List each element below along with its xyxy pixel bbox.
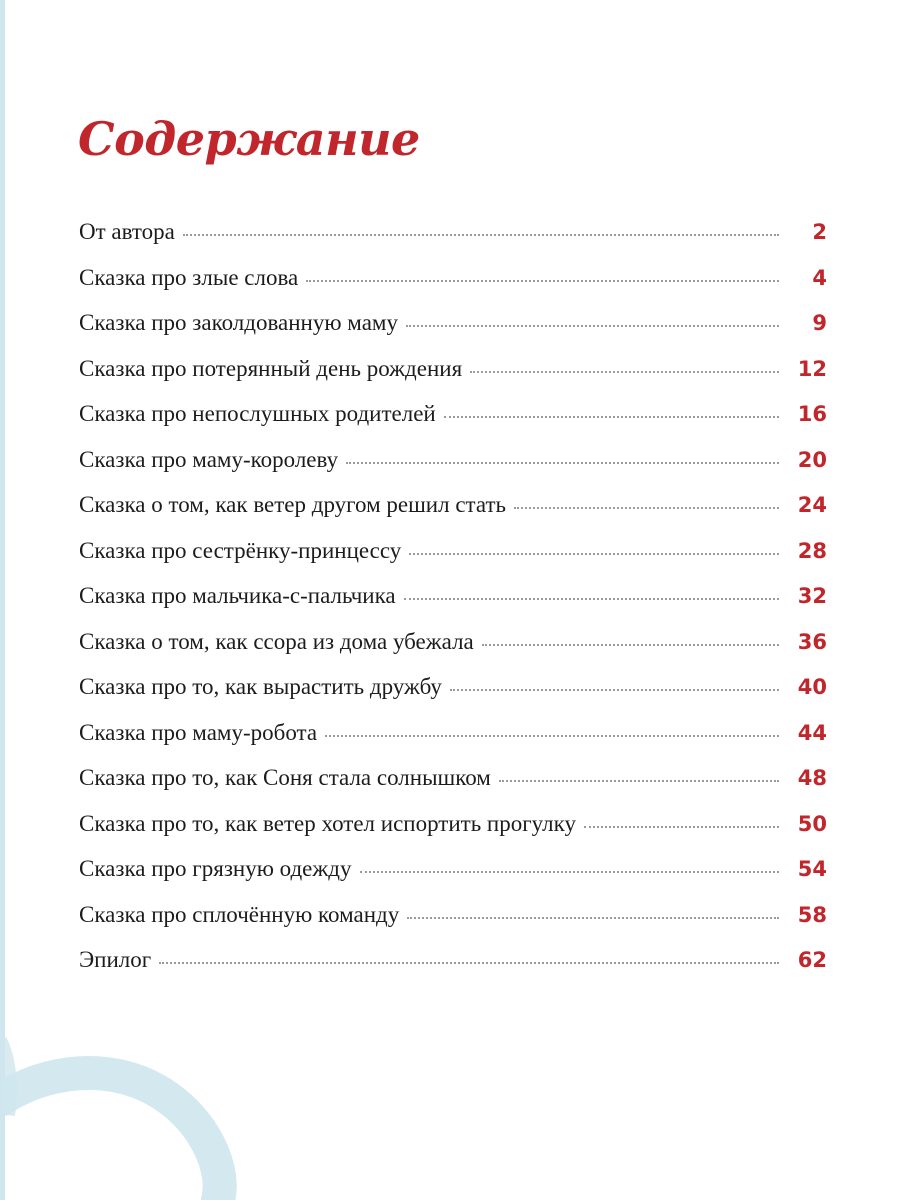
toc-entry-page-number: 50	[797, 811, 827, 836]
toc-entry-title: Сказка про то, как вырастить дружбу	[79, 674, 442, 699]
toc-entry[interactable]	[79, 811, 827, 857]
toc-entry-title: Сказка про сестрёнку-принцессу	[79, 537, 402, 563]
dot-leader	[499, 780, 779, 782]
dot-leader	[444, 416, 779, 418]
brush-stroke-decoration	[0, 1020, 240, 1200]
toc-entry[interactable]	[79, 856, 827, 902]
toc-entry-page-number: 24	[797, 493, 827, 517]
toc-entry-title: Сказка про маму-робота	[79, 719, 318, 745]
toc-entry-page-number: 32	[797, 584, 827, 608]
dot-leader	[404, 598, 779, 600]
dot-leader	[407, 917, 779, 919]
toc-entry-title: Сказка про мальчика-с-пальчика	[79, 583, 396, 608]
table-of-contents	[79, 219, 827, 993]
toc-entry-page-number: 28	[797, 538, 827, 563]
toc-entry[interactable]	[79, 765, 827, 811]
toc-entry-page-number: 40	[797, 675, 827, 699]
toc-entry-title: Сказка про то, как Соня стала солнышком	[79, 765, 491, 790]
toc-entry-title: Сказка про сплочённую команду	[79, 901, 400, 927]
toc-entry[interactable]	[79, 401, 827, 447]
toc-entry-title: Эпилог	[79, 947, 152, 972]
dot-leader	[159, 962, 779, 964]
toc-entry[interactable]	[79, 219, 827, 265]
toc-entry-page-number: 62	[797, 948, 827, 972]
dot-leader	[406, 325, 779, 327]
toc-entry[interactable]	[79, 674, 827, 720]
dot-leader	[306, 280, 779, 282]
dot-leader	[183, 234, 779, 236]
toc-entry-page-number: 16	[797, 402, 827, 426]
toc-entry[interactable]	[79, 583, 827, 629]
toc-entry-page-number: 9	[812, 311, 827, 335]
toc-entry-title: Сказка про непослушных родителей	[79, 401, 436, 426]
toc-entry-page-number: 2	[812, 220, 827, 244]
dot-leader	[450, 689, 779, 691]
dot-leader	[360, 871, 780, 873]
toc-entry[interactable]	[79, 629, 827, 675]
toc-entry-title: Сказка про потерянный день рождения	[79, 355, 463, 381]
toc-entry[interactable]	[79, 310, 827, 356]
toc-entry-title: Сказка про маму-королеву	[79, 446, 339, 472]
toc-entry-page-number: 58	[797, 902, 827, 927]
toc-entry[interactable]	[79, 720, 827, 766]
toc-entry-title: Сказка о том, как ветер другом решил стать	[79, 492, 507, 517]
toc-entry-page-number: 54	[797, 857, 827, 881]
toc-entry-title: Сказка о том, как ссора из дома убежала	[79, 628, 474, 654]
toc-entry[interactable]	[79, 447, 827, 493]
toc-entry-page-number: 20	[797, 447, 827, 472]
toc-entry[interactable]	[79, 265, 827, 311]
dot-leader	[325, 735, 779, 737]
toc-entry[interactable]	[79, 492, 827, 538]
toc-entry-title: Сказка про злые слова	[79, 264, 299, 290]
toc-entry-title: Сказка про то, как ветер хотел испортить прогулку	[79, 810, 576, 836]
toc-entry-page-number: 44	[797, 720, 827, 745]
toc-entry[interactable]	[79, 947, 827, 993]
dot-leader	[346, 462, 779, 464]
toc-entry-page-number: 12	[797, 356, 827, 381]
dot-leader	[409, 553, 779, 555]
toc-entry-page-number: 36	[797, 629, 827, 654]
page-title: Содержание	[78, 112, 420, 166]
toc-entry-title: Сказка про заколдованную маму	[79, 310, 398, 335]
toc-entry-title: Сказка про грязную одежду	[79, 856, 352, 881]
dot-leader	[514, 507, 779, 509]
toc-entry[interactable]	[79, 902, 827, 948]
dot-leader	[470, 371, 779, 373]
dot-leader	[482, 644, 779, 646]
toc-entry-title: От автора	[79, 219, 175, 244]
toc-entry-page-number: 48	[797, 766, 827, 790]
toc-entry-page-number: 4	[812, 265, 827, 290]
toc-entry[interactable]	[79, 538, 827, 584]
dot-leader	[584, 826, 779, 828]
toc-entry[interactable]	[79, 356, 827, 402]
